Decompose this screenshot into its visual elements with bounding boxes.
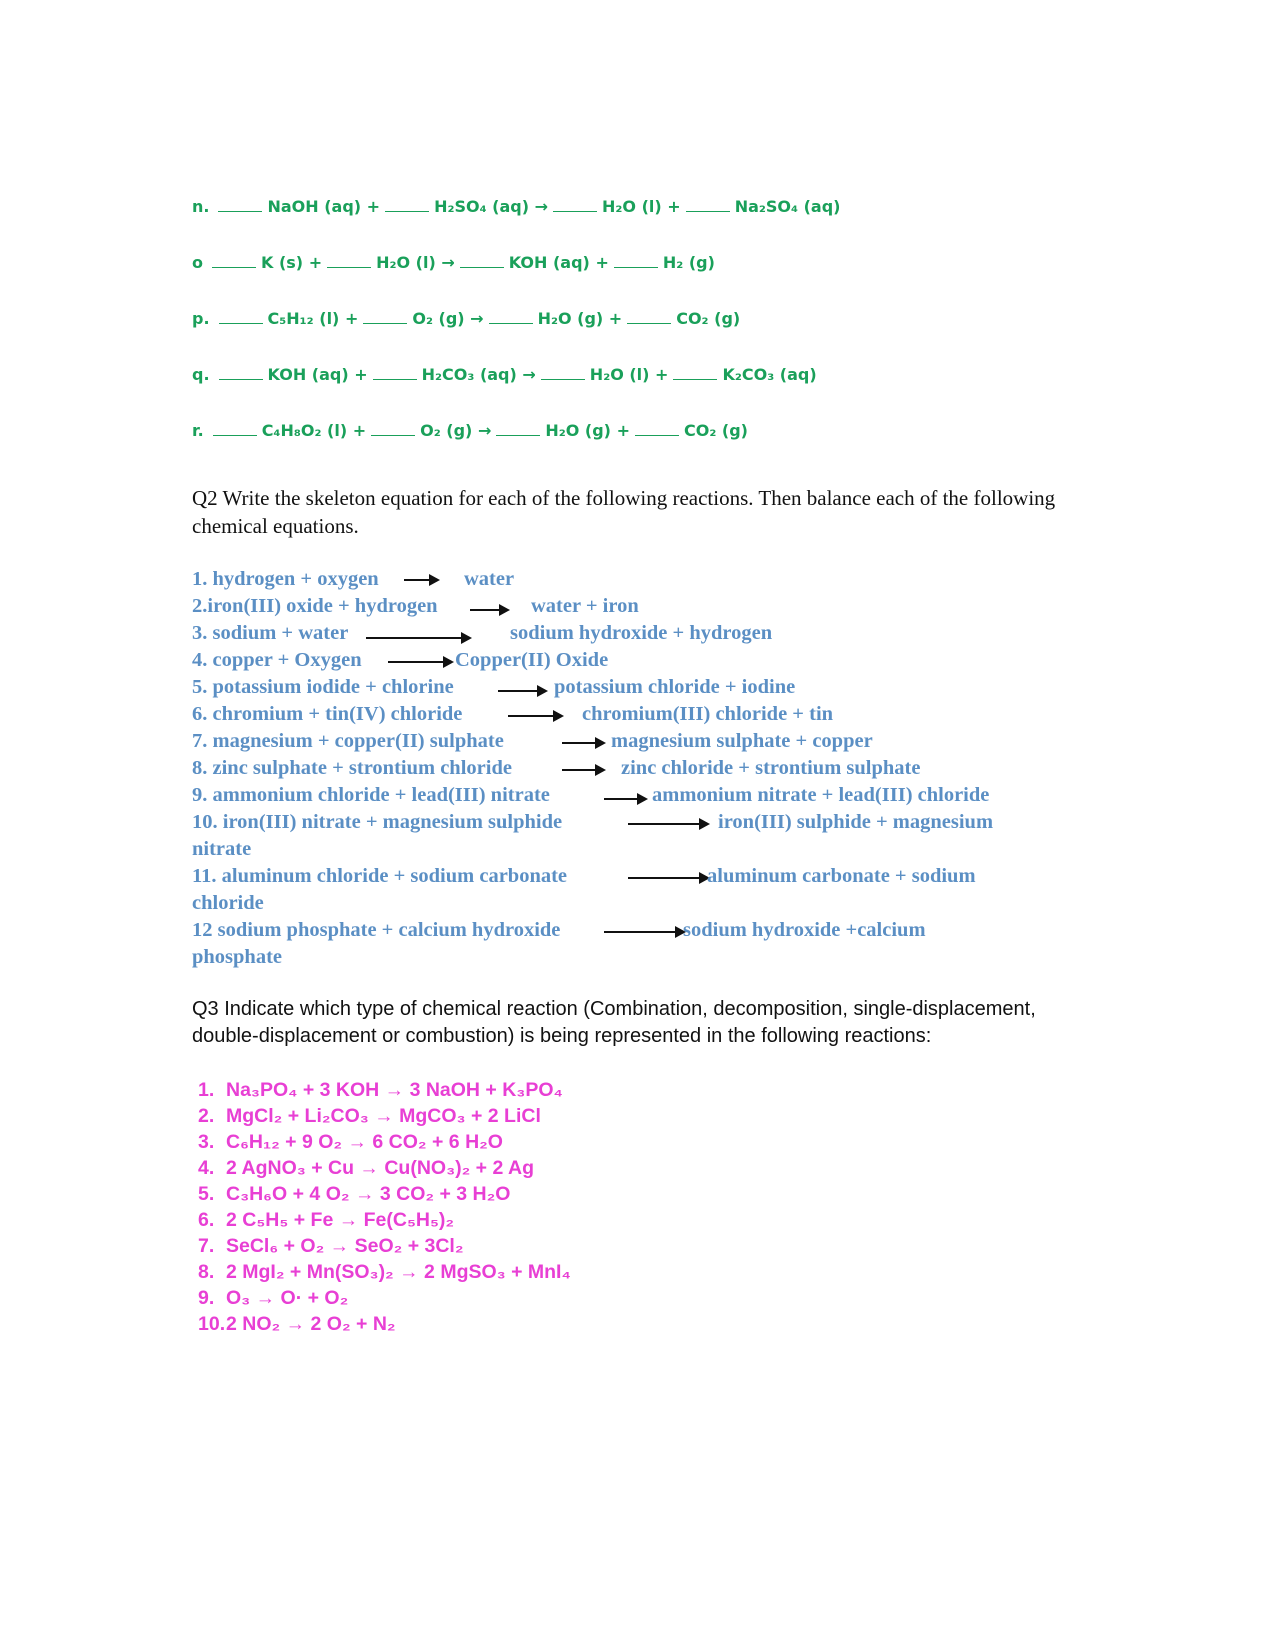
reaction-arrow (562, 764, 606, 776)
reaction-products: magnesium sulphate + copper (611, 730, 873, 752)
reaction-arrow (498, 685, 548, 697)
equation-term: H₂ (g) (662, 253, 715, 272)
reaction-reactants: 7. magnesium + copper(II) sulphate (192, 730, 504, 752)
equation-term: CO₂ (g) (676, 309, 741, 328)
item-number: 6. (198, 1209, 215, 1231)
reaction-reactants: 2.iron(III) oxide + hydrogen (192, 595, 438, 617)
equation-term: H₂O (g) + (545, 421, 630, 440)
equation-term: H₂O (l) + (589, 365, 669, 384)
reaction-products: chromium(III) chloride + tin (582, 703, 834, 725)
equation-term: H₂CO₃ (aq) → (421, 365, 536, 384)
answer-blank (219, 365, 263, 380)
reaction-item (198, 1233, 464, 1259)
reaction-arrow (604, 793, 648, 805)
equation-term: H₂O (l) + (602, 197, 681, 216)
equation-term: H₂SO₄ (aq) → (434, 197, 549, 216)
answer-blank (327, 253, 371, 268)
reaction-reactants: 1. hydrogen + oxygen (192, 568, 379, 590)
reaction-products: ammonium nitrate + lead(III) chloride (652, 784, 990, 806)
answer-blank (219, 309, 263, 324)
answer-blank (686, 197, 730, 212)
reaction-products: aluminum carbonate + sodium (707, 865, 976, 887)
reaction-item (198, 1155, 534, 1181)
q2-prompt: Q2 Write the skeleton equation for each of the following reactions. Then balance each of the following chemical equations. (192, 486, 1056, 538)
equation-p (192, 306, 740, 332)
q3-prompt: Q3 Indicate which type of chemical reaction (Combination, decomposition, single-displacement, double-displacement or combustion) is being represented in the following reactions: (192, 998, 1036, 1047)
item-number: 2. (198, 1105, 215, 1127)
reaction-arrow (628, 818, 710, 830)
answer-blank (627, 309, 671, 324)
equation-term: O₂ (g) → (420, 421, 492, 440)
equation-term: K (s) + (261, 253, 323, 272)
answer-blank (213, 421, 257, 436)
equation-term: H₂O (g) + (537, 309, 623, 328)
equation-term: KOH (aq) + (267, 365, 368, 384)
reaction-item (198, 1207, 454, 1233)
item-equation: Na₃PO₄ + 3 KOH → 3 NaOH + K₃PO₄ (226, 1079, 563, 1101)
item-number: 5. (198, 1183, 215, 1205)
reaction-products: iron(III) sulphide + magnesium (718, 811, 994, 833)
reaction-item (198, 1077, 563, 1103)
reaction-products: water (464, 568, 515, 590)
reaction-arrow (470, 604, 510, 616)
answer-blank (496, 421, 540, 436)
reaction-item (198, 1285, 348, 1311)
item-number: 4. (198, 1157, 215, 1179)
answer-blank (635, 421, 679, 436)
reaction-products: Copper(II) Oxide (455, 649, 609, 671)
equation-label: n. (192, 197, 210, 216)
reaction-reactants: 10. iron(III) nitrate + magnesium sulphide (192, 811, 563, 833)
item-equation: C₃H₆O + 4 O₂ → 3 CO₂ + 3 H₂O (226, 1183, 511, 1205)
reaction-reactants: 6. chromium + tin(IV) chloride (192, 703, 463, 725)
reaction-arrow (628, 872, 710, 884)
reaction-products: water + iron (531, 595, 639, 617)
reaction-products: sodium hydroxide + hydrogen (510, 622, 773, 644)
reaction-item (198, 1181, 510, 1207)
item-equation: O₃ → O· + O₂ (226, 1287, 349, 1309)
equation-term: K₂CO₃ (aq) (722, 365, 817, 384)
equation-r (192, 418, 748, 444)
reaction-reactants: 8. zinc sulphate + strontium chloride (192, 757, 512, 779)
reaction-reactants: 9. ammonium chloride + lead(III) nitrate (192, 784, 550, 806)
item-equation: 2 MgI₂ + Mn(SO₃)₂ → 2 MgSO₃ + MnI₄ (226, 1261, 571, 1283)
reaction-products: zinc chloride + strontium sulphate (621, 757, 921, 779)
reaction-item (198, 1259, 571, 1285)
answer-blank (218, 197, 262, 212)
answer-blank (363, 309, 407, 324)
equation-term: C₄H₈O₂ (l) + (261, 421, 367, 440)
answer-blank (460, 253, 504, 268)
reaction-arrow (366, 632, 472, 644)
equation-label: p. (192, 309, 210, 328)
item-number: 1. (198, 1079, 215, 1101)
reaction-wrap-text: nitrate (192, 838, 252, 860)
reaction-arrow (604, 926, 686, 938)
reaction-wrap-text: chloride (192, 892, 264, 914)
item-number: 9. (198, 1287, 215, 1309)
equation-term: NaOH (aq) + (267, 197, 381, 216)
answer-blank (553, 197, 597, 212)
answer-blank (541, 365, 585, 380)
item-equation: MgCl₂ + Li₂CO₃ → MgCO₃ + 2 LiCl (226, 1105, 541, 1127)
item-equation: 2 NO₂ → 2 O₂ + N₂ (226, 1313, 396, 1335)
reaction-arrow (562, 737, 606, 749)
answer-blank (371, 421, 415, 436)
reaction-reactants: 4. copper + Oxygen (192, 649, 362, 671)
equation-label: o (192, 253, 203, 272)
reaction-arrow (388, 656, 454, 668)
reaction-wrap-text: phosphate (192, 946, 283, 968)
reaction-arrow (404, 574, 440, 586)
item-number: 8. (198, 1261, 215, 1283)
reaction-products: sodium hydroxide +calcium (683, 919, 926, 941)
item-equation: 2 C₅H₅ + Fe → Fe(C₅H₅)₂ (226, 1209, 455, 1231)
equation-term: KOH (aq) + (508, 253, 609, 272)
equation-q (192, 362, 817, 388)
answer-blank (614, 253, 658, 268)
equation-o (192, 250, 715, 276)
reaction-item (198, 1103, 541, 1129)
item-equation: C₆H₁₂ + 9 O₂ → 6 CO₂ + 6 H₂O (226, 1131, 503, 1153)
reaction-reactants: 5. potassium iodide + chlorine (192, 676, 454, 698)
equation-label: r. (192, 421, 204, 440)
reaction-reactants: 11. aluminum chloride + sodium carbonate (192, 865, 568, 887)
reaction-item (198, 1129, 503, 1155)
answer-blank (385, 197, 429, 212)
reaction-reactants: 12 sodium phosphate + calcium hydroxide (192, 919, 561, 941)
equation-term: O₂ (g) → (412, 309, 484, 328)
equation-label: q. (192, 365, 210, 384)
answer-blank (373, 365, 417, 380)
reaction-products: potassium chloride + iodine (554, 676, 796, 698)
item-number: 3. (198, 1131, 215, 1153)
equation-n (192, 194, 840, 220)
answer-blank (212, 253, 256, 268)
equation-term: Na₂SO₄ (aq) (734, 197, 841, 216)
reaction-item (198, 1311, 396, 1337)
equation-term: C₅H₁₂ (l) + (267, 309, 359, 328)
reaction-reactants: 3. sodium + water (192, 622, 349, 644)
equation-term: CO₂ (g) (683, 421, 748, 440)
item-number: 10. (198, 1313, 226, 1335)
answer-blank (489, 309, 533, 324)
equation-term: H₂O (l) → (376, 253, 455, 272)
item-equation: 2 AgNO₃ + Cu → Cu(NO₃)₂ + 2 Ag (226, 1157, 535, 1179)
item-equation: SeCl₆ + O₂ → SeO₂ + 3Cl₂ (226, 1235, 464, 1257)
reaction-arrow (508, 710, 564, 722)
item-number: 7. (198, 1235, 215, 1257)
answer-blank (673, 365, 717, 380)
